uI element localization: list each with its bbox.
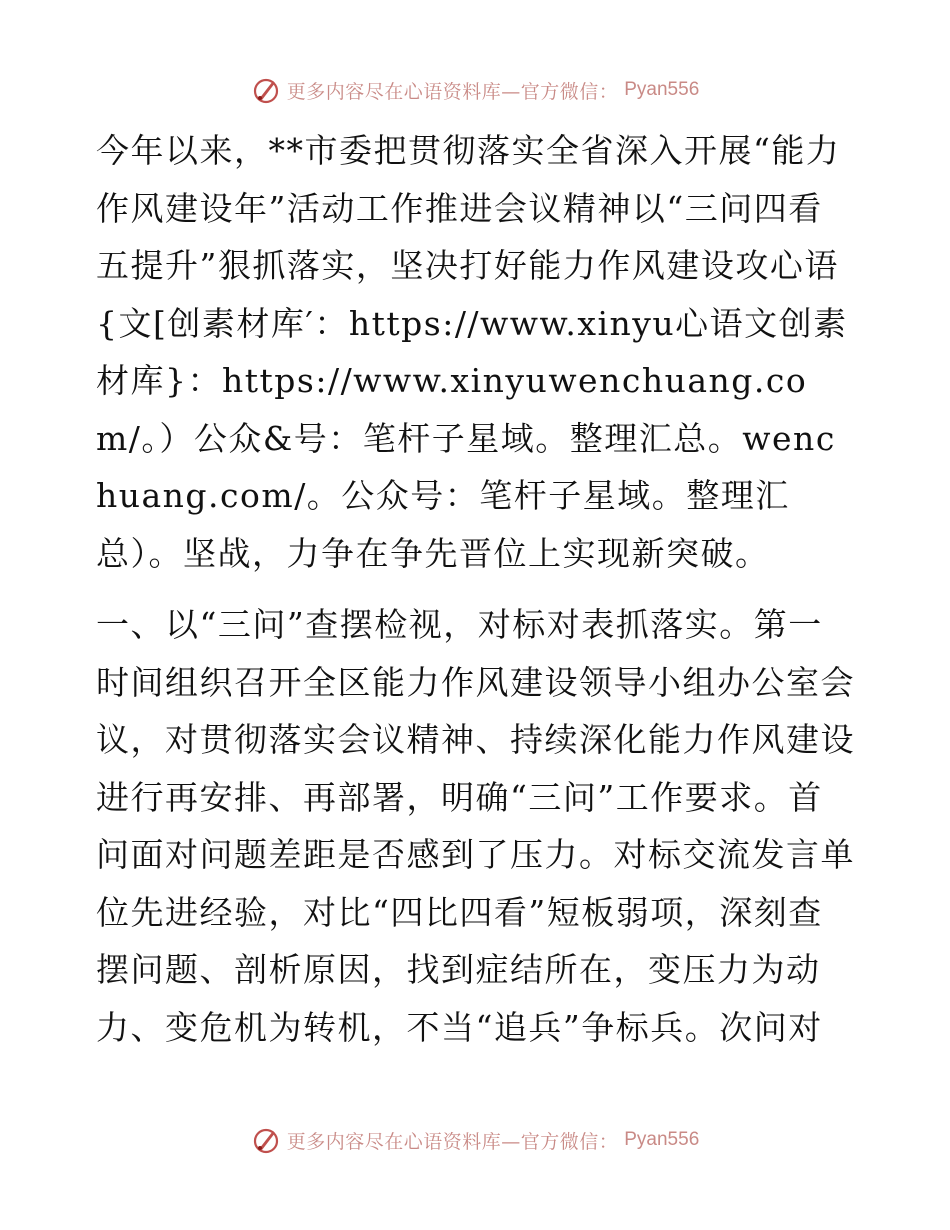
paragraph-section-one: 一、以“三问”查摆检视，对标对表抓落实。第一时间组织召开全区能力作风建设领导小组办公室会议，对贯彻落实会议精神、持续深化能力作风建设进行再安排、再部署，明确“三问”工作要求。首问面对问题差距是否感到了压力。对标交流发言单位先进经验，对比“四比四看”短板弱项，深刻查摆问题、剖析原因，找到症结所在，变压力为动力、变危机为转机，不当“追兵”争标兵。次问对 [96,605,855,1047]
footer-watermark [0,1120,950,1160]
document-body [96,122,856,1056]
watermark-wechat-id: Pyan556 [624,79,700,100]
quill-ink-logo-icon [251,75,281,105]
watermark-wechat-id: Pyan556 [624,1129,700,1150]
watermark-site-text: 更多内容尽在心语资料库—官方微信： [286,1130,619,1153]
quill-ink-logo-icon [251,1125,281,1155]
paragraph-intro: 今年以来，**市委把贯彻落实全省深入开展“能力作风建设年”活动工作推进会议精神以“三问四看五提升”狠抓落实，坚决打好能力作风建设攻心语{文[创素材库′：https://www.xinyu心语文创素材库}：https://www.xinyuwenchuang.com/。）公众&号：笔杆子星域。整理汇总。wenchuang.com/。公众号：笔杆子星域。整理汇总）。坚战，力争在争先晋位上实现新突破。 [96,131,848,573]
watermark-site-text: 更多内容尽在心语资料库—官方微信： [286,80,619,103]
header-watermark [0,70,950,110]
